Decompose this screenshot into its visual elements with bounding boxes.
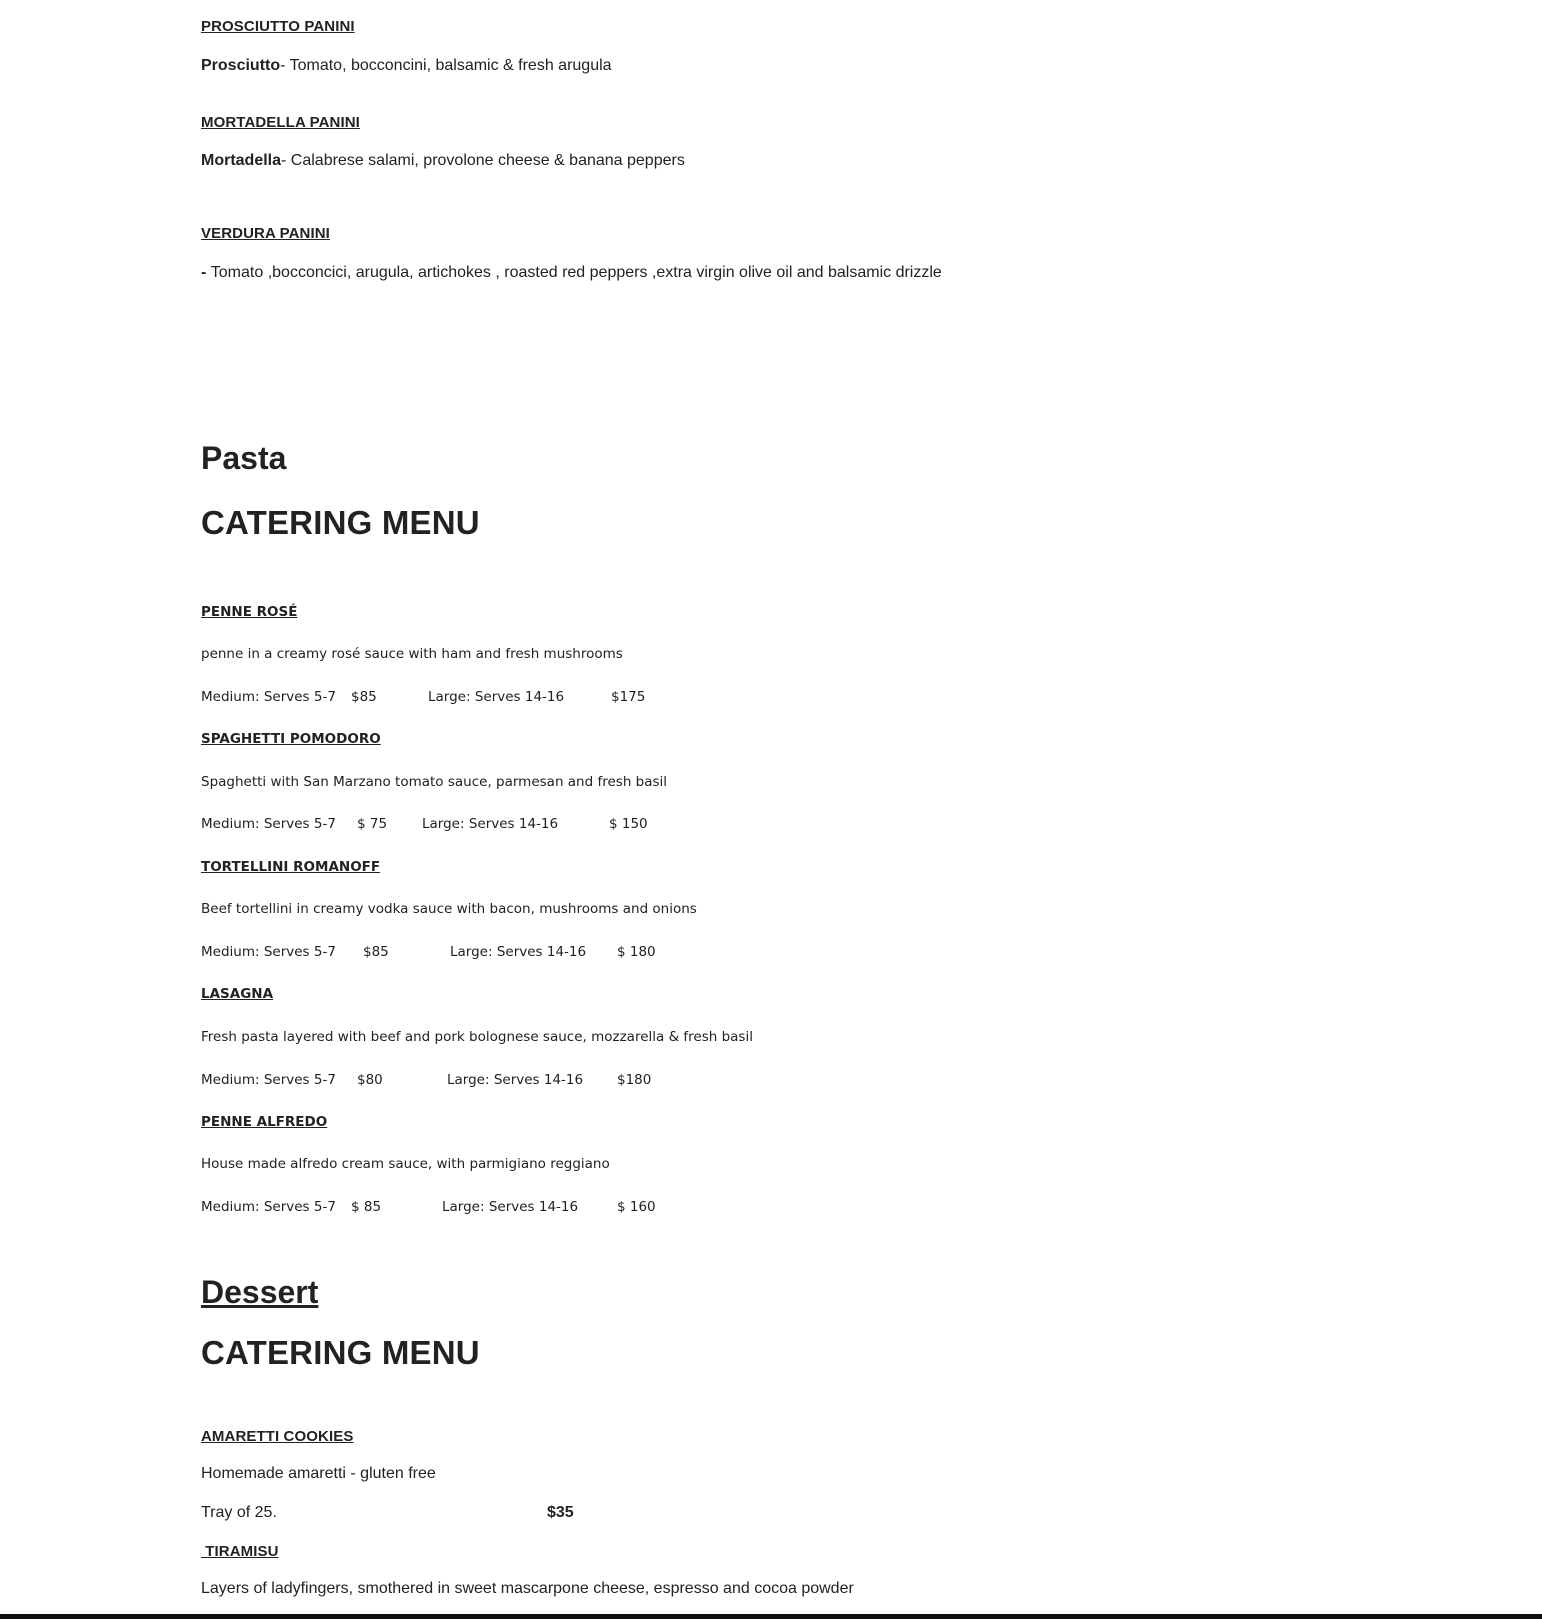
- prosciutto-panini-heading: PROSCIUTTO PANINI: [201, 18, 355, 35]
- large-price: $ 160: [617, 1199, 656, 1215]
- prosciutto-panini-description: [201, 57, 612, 75]
- penne-alfredo-prices: [201, 1199, 801, 1219]
- amaretti-cookies-price-row: [201, 1504, 801, 1524]
- bottom-border: [0, 1614, 1542, 1619]
- medium-label: Medium: Serves 5-7: [201, 689, 336, 705]
- mortadella-panini-description: [201, 152, 685, 170]
- verdura-panini-description: [201, 264, 942, 282]
- pasta-section-title: Pasta: [201, 440, 287, 476]
- prosciutto-lead: Prosciutto: [201, 57, 281, 74]
- dessert-catering-menu-title: CATERING MENU: [201, 1334, 480, 1371]
- spaghetti-pomodoro-heading: SPAGHETTI POMODORO: [201, 731, 381, 747]
- dessert-section-title: Dessert: [201, 1274, 319, 1310]
- tiramisu-description: Layers of ladyfingers, smothered in sweet mascarpone cheese, espresso and cocoa powder: [201, 1580, 854, 1597]
- pasta-catering-menu-title: CATERING MENU: [201, 504, 480, 541]
- penne-alfredo-description: House made alfredo cream sauce, with parmigiano reggiano: [201, 1156, 610, 1172]
- amaretti-cookies-heading: AMARETTI COOKIES: [201, 1428, 354, 1445]
- medium-price: $80: [357, 1072, 383, 1088]
- tray-size: Tray of 25.: [201, 1504, 277, 1521]
- large-label: Large: Serves 14-16: [450, 944, 587, 960]
- lasagna-heading: LASAGNA: [201, 986, 274, 1002]
- medium-price: $ 75: [357, 816, 388, 832]
- medium-label: Medium: Serves 5-7: [201, 944, 336, 960]
- lasagna-prices: [201, 1072, 801, 1092]
- tortellini-romanoff-description: Beef tortellini in creamy vodka sauce with bacon, mushrooms and onions: [201, 901, 697, 917]
- spaghetti-pomodoro-prices: [201, 816, 801, 836]
- large-label: Large: Serves 14-16: [422, 816, 559, 832]
- verdura-lead: -: [201, 264, 211, 281]
- medium-label: Medium: Serves 5-7: [201, 1072, 336, 1088]
- mortadella-desc-text: - Calabrese salami, provolone cheese & banana peppers: [281, 152, 685, 169]
- verdura-panini-heading: VERDURA PANINI: [201, 225, 330, 242]
- mortadella-panini-heading: MORTADELLA PANINI: [201, 114, 360, 131]
- verdura-desc-text: Tomato ,bocconcici, arugula, artichokes , roasted red peppers ,extra virgin olive oil and balsamic drizzle: [210, 264, 942, 281]
- penne-rose-heading: PENNE ROSÉ: [201, 604, 298, 620]
- large-label: Large: Serves 14-16: [442, 1199, 579, 1215]
- penne-rose-description: penne in a creamy rosé sauce with ham and fresh mushrooms: [201, 646, 623, 662]
- medium-label: Medium: Serves 5-7: [201, 1199, 336, 1215]
- tortellini-romanoff-prices: [201, 944, 801, 964]
- large-price: $180: [617, 1072, 652, 1088]
- penne-rose-prices: [201, 689, 801, 709]
- mortadella-lead: Mortadella: [201, 152, 282, 169]
- medium-label: Medium: Serves 5-7: [201, 816, 336, 832]
- large-price: $ 180: [617, 944, 656, 960]
- medium-price: $ 85: [351, 1199, 382, 1215]
- tortellini-romanoff-heading: TORTELLINI ROMANOFF: [201, 859, 381, 875]
- large-label: Large: Serves 14-16: [447, 1072, 584, 1088]
- amaretti-cookies-description: Homemade amaretti - gluten free: [201, 1465, 436, 1482]
- medium-price: $85: [363, 944, 389, 960]
- large-price: $175: [611, 689, 646, 705]
- medium-price: $85: [351, 689, 377, 705]
- tray-price: $35: [547, 1504, 574, 1521]
- spaghetti-pomodoro-description: Spaghetti with San Marzano tomato sauce, parmesan and fresh basil: [201, 774, 668, 790]
- prosciutto-desc-text: - Tomato, bocconcini, balsamic & fresh arugula: [280, 57, 612, 74]
- penne-alfredo-heading: PENNE ALFREDO: [201, 1114, 328, 1130]
- large-price: $ 150: [609, 816, 648, 832]
- large-label: Large: Serves 14-16: [428, 689, 565, 705]
- tiramisu-heading: TIRAMISU: [201, 1543, 279, 1560]
- lasagna-description: Fresh pasta layered with beef and pork bolognese sauce, mozzarella & fresh basil: [201, 1029, 753, 1045]
